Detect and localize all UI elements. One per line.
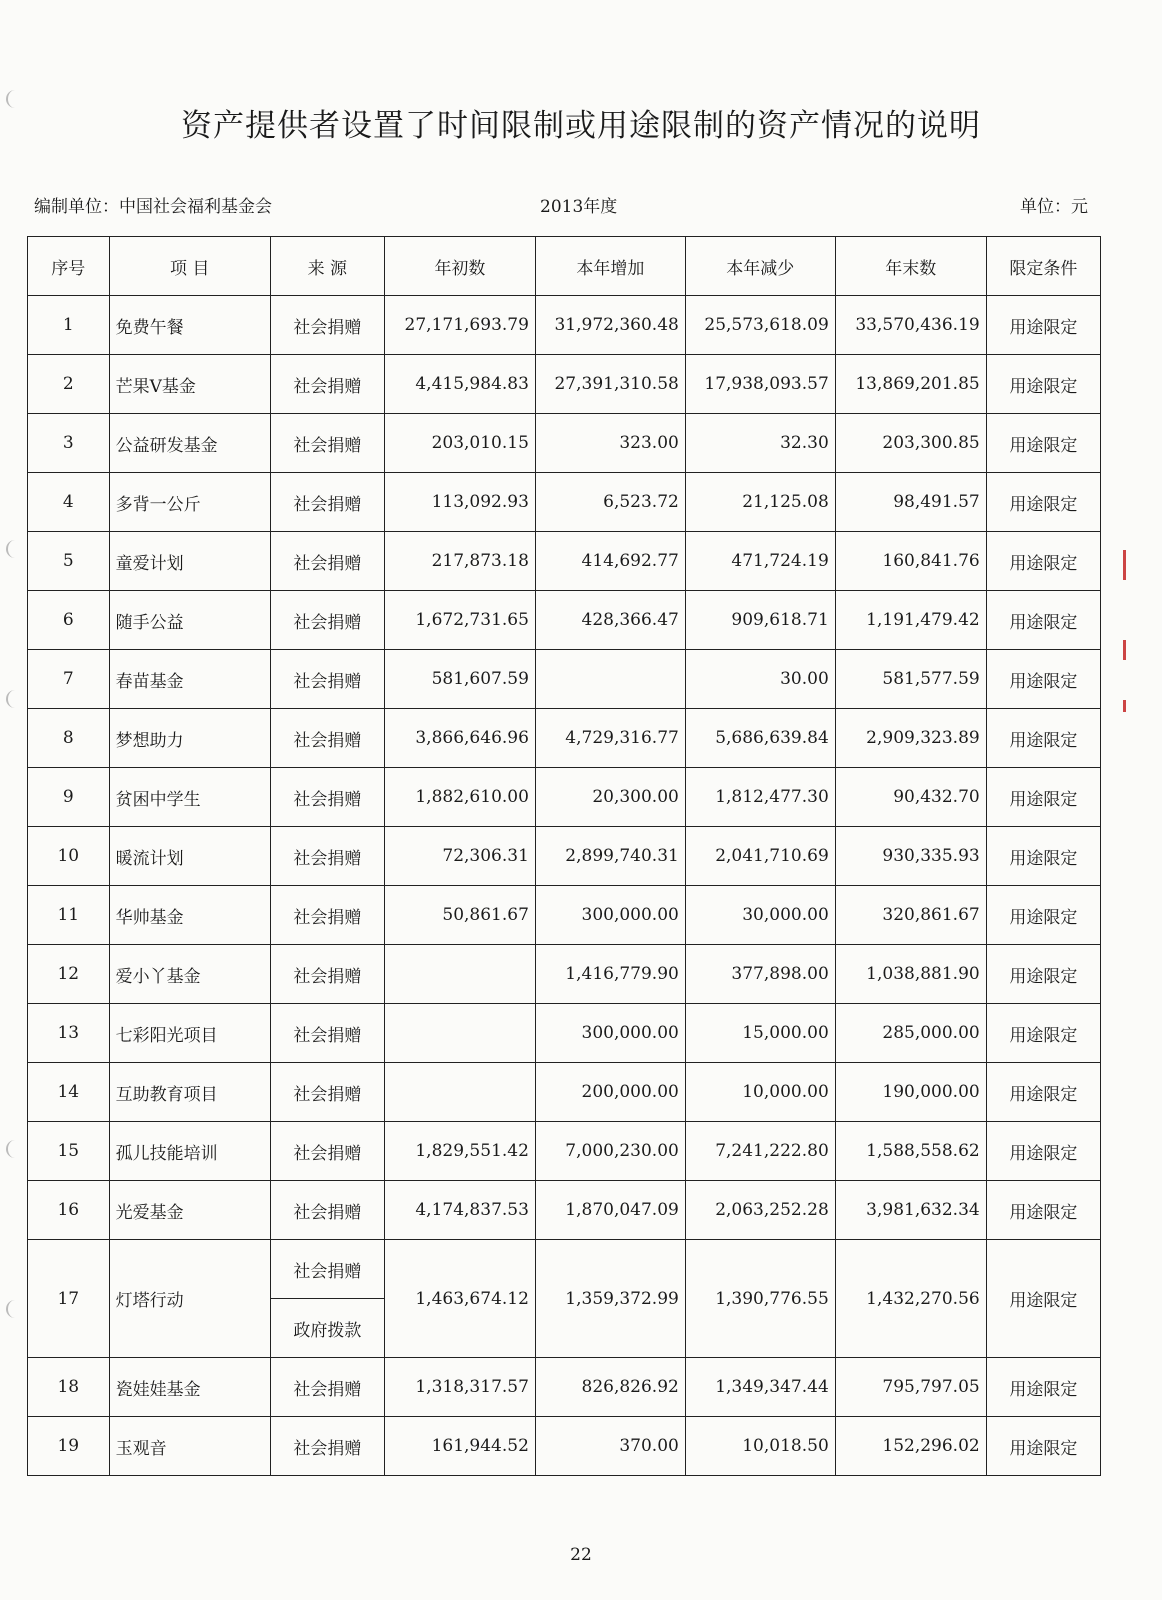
row-increase-amount: 414,692.77 xyxy=(535,532,685,591)
row-index: 1 xyxy=(28,296,110,355)
row-begin-amount: 1,882,610.00 xyxy=(384,768,535,827)
row-increase-amount: 6,523.72 xyxy=(535,473,685,532)
row-begin-amount: 72,306.31 xyxy=(384,827,535,886)
row-decrease-amount: 471,724.19 xyxy=(685,532,835,591)
table-row xyxy=(28,768,1101,827)
row-begin-amount: 161,944.52 xyxy=(384,1417,535,1476)
row-end-amount: 98,491.57 xyxy=(835,473,986,532)
stamp-edge-mark xyxy=(1123,550,1126,580)
row-decrease-amount: 17,938,093.57 xyxy=(685,355,835,414)
row-increase-amount: 428,366.47 xyxy=(535,591,685,650)
row-item-name: 玉观音 xyxy=(109,1417,270,1476)
row-end-amount: 1,588,558.62 xyxy=(835,1122,986,1181)
row-end-amount: 1,191,479.42 xyxy=(835,591,986,650)
table-row xyxy=(28,650,1101,709)
row-item-name: 瓷娃娃基金 xyxy=(109,1358,270,1417)
row-increase-amount: 1,359,372.99 xyxy=(535,1240,685,1358)
table-header-row xyxy=(28,237,1101,296)
row-decrease-amount: 5,686,639.84 xyxy=(685,709,835,768)
row-decrease-amount: 25,573,618.09 xyxy=(685,296,835,355)
row-condition: 用途限定 xyxy=(986,650,1100,709)
binding-hole-mark xyxy=(6,690,20,708)
row-decrease-amount: 30.00 xyxy=(685,650,835,709)
row-end-amount: 285,000.00 xyxy=(835,1004,986,1063)
header-item: 项 目 xyxy=(109,237,270,296)
table-row xyxy=(28,591,1101,650)
row-index: 15 xyxy=(28,1122,110,1181)
table-row xyxy=(28,709,1101,768)
row-end-amount: 90,432.70 xyxy=(835,768,986,827)
row-begin-amount: 1,672,731.65 xyxy=(384,591,535,650)
page-number: 22 xyxy=(570,1545,592,1565)
row-begin-amount: 50,861.67 xyxy=(384,886,535,945)
table-row xyxy=(28,414,1101,473)
table-row xyxy=(28,1063,1101,1122)
row-increase-amount: 323.00 xyxy=(535,414,685,473)
row-item-name: 贫困中学生 xyxy=(109,768,270,827)
row-item-name: 华帅基金 xyxy=(109,886,270,945)
row-begin-amount: 581,607.59 xyxy=(384,650,535,709)
row-decrease-amount: 2,041,710.69 xyxy=(685,827,835,886)
row-increase-amount: 27,391,310.58 xyxy=(535,355,685,414)
table-row xyxy=(28,886,1101,945)
row-condition: 用途限定 xyxy=(986,945,1100,1004)
row-decrease-amount: 15,000.00 xyxy=(685,1004,835,1063)
row-index: 9 xyxy=(28,768,110,827)
row-begin-amount xyxy=(384,1004,535,1063)
row-begin-amount: 4,415,984.83 xyxy=(384,355,535,414)
row-source: 社会捐赠 xyxy=(270,1122,384,1181)
row-decrease-amount: 10,000.00 xyxy=(685,1063,835,1122)
row-source: 社会捐赠 xyxy=(270,1004,384,1063)
row-item-name: 童爱计划 xyxy=(109,532,270,591)
table-row xyxy=(28,355,1101,414)
row-index: 11 xyxy=(28,886,110,945)
row-index: 19 xyxy=(28,1417,110,1476)
table-row xyxy=(28,945,1101,1004)
row-condition: 用途限定 xyxy=(986,532,1100,591)
header-condition: 限定条件 xyxy=(986,237,1100,296)
table-row xyxy=(28,1417,1101,1476)
header-increase: 本年增加 xyxy=(535,237,685,296)
row-index: 17 xyxy=(28,1240,110,1358)
row-increase-amount: 826,826.92 xyxy=(535,1358,685,1417)
row-condition: 用途限定 xyxy=(986,709,1100,768)
row-item-name: 芒果V基金 xyxy=(109,355,270,414)
row-end-amount: 203,300.85 xyxy=(835,414,986,473)
row-decrease-amount: 7,241,222.80 xyxy=(685,1122,835,1181)
row-condition: 用途限定 xyxy=(986,886,1100,945)
row-increase-amount: 300,000.00 xyxy=(535,886,685,945)
org-label: 编制单位：中国社会福利基金会 xyxy=(34,197,272,217)
row-increase-amount: 300,000.00 xyxy=(535,1004,685,1063)
row-condition: 用途限定 xyxy=(986,1004,1100,1063)
row-source: 社会捐赠 xyxy=(270,650,384,709)
row-end-amount: 581,577.59 xyxy=(835,650,986,709)
row-begin-amount: 27,171,693.79 xyxy=(384,296,535,355)
header-decrease: 本年减少 xyxy=(685,237,835,296)
row-condition: 用途限定 xyxy=(986,1181,1100,1240)
row-condition: 用途限定 xyxy=(986,296,1100,355)
header-begin: 年初数 xyxy=(384,237,535,296)
row-item-name: 爱小丫基金 xyxy=(109,945,270,1004)
row-condition: 用途限定 xyxy=(986,768,1100,827)
table-row xyxy=(28,473,1101,532)
row-decrease-amount: 377,898.00 xyxy=(685,945,835,1004)
row-source: 社会捐赠 xyxy=(270,827,384,886)
unit-label: 单位：元 xyxy=(1020,197,1088,217)
row-end-amount: 1,038,881.90 xyxy=(835,945,986,1004)
row-index: 16 xyxy=(28,1181,110,1240)
table-row xyxy=(28,1240,1101,1299)
row-source: 社会捐赠 xyxy=(270,591,384,650)
row-begin-amount: 3,866,646.96 xyxy=(384,709,535,768)
row-condition: 用途限定 xyxy=(986,1358,1100,1417)
binding-hole-mark xyxy=(6,1140,20,1158)
row-decrease-amount: 1,390,776.55 xyxy=(685,1240,835,1358)
row-increase-amount: 1,870,047.09 xyxy=(535,1181,685,1240)
year-label: 2013年度 xyxy=(540,197,618,217)
row-end-amount: 3,981,632.34 xyxy=(835,1181,986,1240)
row-begin-amount: 1,829,551.42 xyxy=(384,1122,535,1181)
row-end-amount: 1,432,270.56 xyxy=(835,1240,986,1358)
row-begin-amount: 113,092.93 xyxy=(384,473,535,532)
row-source: 社会捐赠 xyxy=(270,1417,384,1476)
row-source: 社会捐赠 xyxy=(270,1358,384,1417)
row-source: 社会捐赠 xyxy=(270,768,384,827)
row-condition: 用途限定 xyxy=(986,1240,1100,1358)
row-source: 社会捐赠 xyxy=(270,473,384,532)
row-begin-amount xyxy=(384,1063,535,1122)
row-index: 2 xyxy=(28,355,110,414)
row-end-amount: 190,000.00 xyxy=(835,1063,986,1122)
row-item-name: 多背一公斤 xyxy=(109,473,270,532)
row-item-name: 梦想助力 xyxy=(109,709,270,768)
row-index: 14 xyxy=(28,1063,110,1122)
row-index: 5 xyxy=(28,532,110,591)
row-begin-amount: 203,010.15 xyxy=(384,414,535,473)
row-increase-amount: 370.00 xyxy=(535,1417,685,1476)
row-index: 6 xyxy=(28,591,110,650)
row-source: 社会捐赠 xyxy=(270,1181,384,1240)
restricted-assets-table xyxy=(27,236,1101,1476)
table-row xyxy=(28,827,1101,886)
header-index: 序号 xyxy=(28,237,110,296)
row-end-amount: 13,869,201.85 xyxy=(835,355,986,414)
row-begin-amount: 1,318,317.57 xyxy=(384,1358,535,1417)
row-source: 社会捐赠 xyxy=(270,355,384,414)
row-index: 12 xyxy=(28,945,110,1004)
table-row xyxy=(28,1122,1101,1181)
row-item-name: 七彩阳光项目 xyxy=(109,1004,270,1063)
row-index: 8 xyxy=(28,709,110,768)
table-row xyxy=(28,1181,1101,1240)
row-item-name: 光爱基金 xyxy=(109,1181,270,1240)
row-item-name: 免费午餐 xyxy=(109,296,270,355)
row-source-secondary: 政府拨款 xyxy=(270,1299,384,1358)
table-row xyxy=(28,1004,1101,1063)
row-decrease-amount: 1,349,347.44 xyxy=(685,1358,835,1417)
row-condition: 用途限定 xyxy=(986,355,1100,414)
row-begin-amount: 4,174,837.53 xyxy=(384,1181,535,1240)
row-source: 社会捐赠 xyxy=(270,945,384,1004)
row-item-name: 孤儿技能培训 xyxy=(109,1122,270,1181)
row-index: 3 xyxy=(28,414,110,473)
table-row xyxy=(28,532,1101,591)
row-begin-amount: 1,463,674.12 xyxy=(384,1240,535,1358)
row-source: 社会捐赠 xyxy=(270,414,384,473)
row-item-name: 春苗基金 xyxy=(109,650,270,709)
row-condition: 用途限定 xyxy=(986,473,1100,532)
header-end: 年末数 xyxy=(835,237,986,296)
row-increase-amount: 1,416,779.90 xyxy=(535,945,685,1004)
row-item-name: 互助教育项目 xyxy=(109,1063,270,1122)
row-decrease-amount: 2,063,252.28 xyxy=(685,1181,835,1240)
row-end-amount: 2,909,323.89 xyxy=(835,709,986,768)
page-title: 资产提供者设置了时间限制或用途限制的资产情况的说明 xyxy=(181,108,981,144)
row-index: 18 xyxy=(28,1358,110,1417)
row-increase-amount xyxy=(535,650,685,709)
row-source: 社会捐赠 xyxy=(270,1240,384,1299)
row-begin-amount xyxy=(384,945,535,1004)
row-decrease-amount: 21,125.08 xyxy=(685,473,835,532)
row-increase-amount: 20,300.00 xyxy=(535,768,685,827)
row-condition: 用途限定 xyxy=(986,1122,1100,1181)
stamp-edge-mark xyxy=(1123,640,1126,660)
row-condition: 用途限定 xyxy=(986,591,1100,650)
row-end-amount: 320,861.67 xyxy=(835,886,986,945)
row-increase-amount: 200,000.00 xyxy=(535,1063,685,1122)
row-index: 13 xyxy=(28,1004,110,1063)
row-decrease-amount: 32.30 xyxy=(685,414,835,473)
row-end-amount: 795,797.05 xyxy=(835,1358,986,1417)
binding-hole-mark xyxy=(6,1300,20,1318)
row-index: 7 xyxy=(28,650,110,709)
row-end-amount: 930,335.93 xyxy=(835,827,986,886)
row-item-name: 暖流计划 xyxy=(109,827,270,886)
row-increase-amount: 4,729,316.77 xyxy=(535,709,685,768)
header-source: 来 源 xyxy=(270,237,384,296)
binding-hole-mark xyxy=(6,90,20,108)
row-condition: 用途限定 xyxy=(986,1417,1100,1476)
row-source: 社会捐赠 xyxy=(270,296,384,355)
row-source: 社会捐赠 xyxy=(270,1063,384,1122)
row-index: 4 xyxy=(28,473,110,532)
row-condition: 用途限定 xyxy=(986,827,1100,886)
row-begin-amount: 217,873.18 xyxy=(384,532,535,591)
row-decrease-amount: 10,018.50 xyxy=(685,1417,835,1476)
row-condition: 用途限定 xyxy=(986,414,1100,473)
row-condition: 用途限定 xyxy=(986,1063,1100,1122)
row-index: 10 xyxy=(28,827,110,886)
row-increase-amount: 7,000,230.00 xyxy=(535,1122,685,1181)
table-row xyxy=(28,296,1101,355)
stamp-edge-mark xyxy=(1123,700,1126,712)
row-decrease-amount: 1,812,477.30 xyxy=(685,768,835,827)
row-item-name: 公益研发基金 xyxy=(109,414,270,473)
row-end-amount: 33,570,436.19 xyxy=(835,296,986,355)
row-end-amount: 160,841.76 xyxy=(835,532,986,591)
row-increase-amount: 31,972,360.48 xyxy=(535,296,685,355)
row-end-amount: 152,296.02 xyxy=(835,1417,986,1476)
row-decrease-amount: 909,618.71 xyxy=(685,591,835,650)
row-source: 社会捐赠 xyxy=(270,532,384,591)
row-item-name: 随手公益 xyxy=(109,591,270,650)
table-row xyxy=(28,1358,1101,1417)
row-source: 社会捐赠 xyxy=(270,709,384,768)
row-source: 社会捐赠 xyxy=(270,886,384,945)
row-item-name: 灯塔行动 xyxy=(109,1240,270,1358)
row-increase-amount: 2,899,740.31 xyxy=(535,827,685,886)
binding-hole-mark xyxy=(6,540,20,558)
row-decrease-amount: 30,000.00 xyxy=(685,886,835,945)
